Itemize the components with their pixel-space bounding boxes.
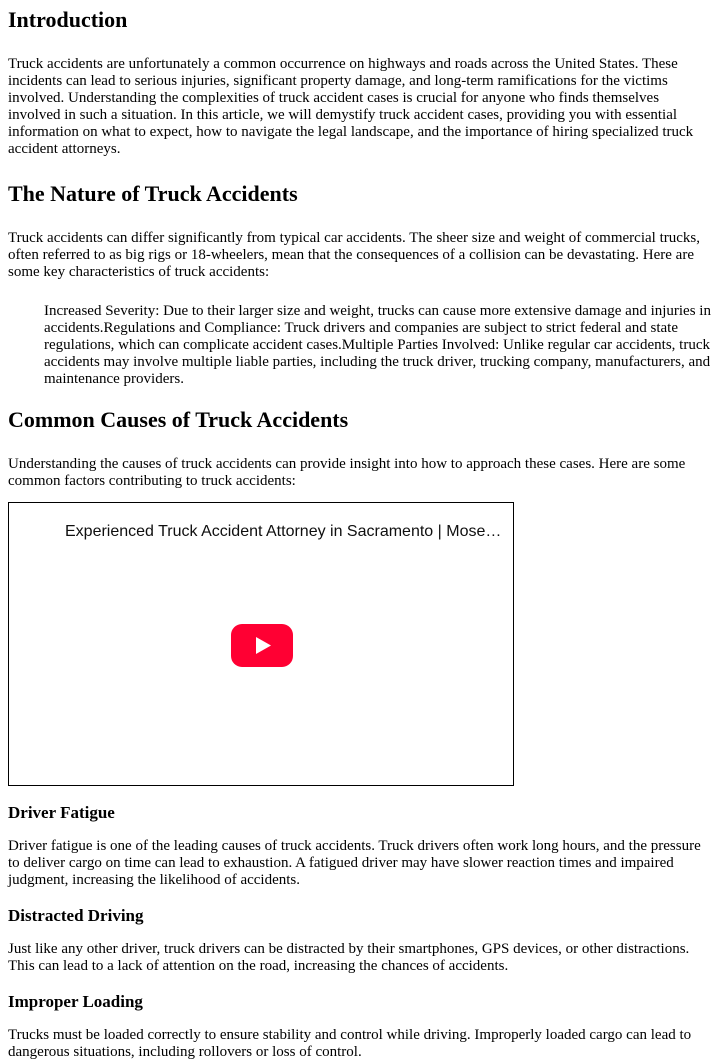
section-heading-distracted-driving: Distracted Driving: [8, 906, 144, 925]
characteristics-blockquote: Increased Severity: Due to their larger size and weight, trucks can cause more extensive damage and injuries in accidents.Regulations and Compliance: Truck drivers and companies are subject to strict federal and state regulations, which can complicate accident cases.Multiple Parties Involved: Unlike regular car accidents, truck accidents may involve multiple liable parties, including the truck driver, trucking company, manufacturers, and maintenance providers.: [44, 303, 711, 387]
youtube-play-icon[interactable]: [231, 624, 293, 667]
intro-heading: Introduction: [8, 7, 128, 32]
section-heading-driver-fatigue: Driver Fatigue: [8, 803, 115, 822]
youtube-video-embed[interactable]: [8, 502, 514, 786]
section-paragraph-driver-fatigue: Driver fatigue is one of the leading causes of truck accidents. Truck drivers often work long hours, and the pressure to deliver cargo on time can lead to exhaustion. A fatigued driver may have slower reaction times and impaired judgment, increasing the likelihood of accidents.: [8, 838, 701, 888]
causes-heading: Common Causes of Truck Accidents: [8, 407, 349, 432]
section-heading-improper-loading: Improper Loading: [8, 992, 143, 1011]
nature-paragraph: Truck accidents can differ significantly from typical car accidents. The sheer size and weight of commercial trucks, often referred to as big rigs or 18-wheelers, mean that the consequences of a collision can be devastating. Here are some key characteristics of truck accidents:: [8, 230, 700, 280]
intro-paragraph: Truck accidents are unfortunately a common occurrence on highways and roads across the United States. These incidents can lead to serious injuries, significant property damage, and long-term ramifications for the victims involved. Understanding the complexities of truck accident cases is crucial for anyone who finds themselves involved in such a situation. In this article, we will demystify truck accident cases, providing you with essential information on what to expect, how to navigate the legal landscape, and the importance of hiring specialized truck accident attorneys.: [8, 56, 694, 157]
section-paragraph-improper-loading: Trucks must be loaded correctly to ensure stability and control while driving. Improperly loaded cargo can lead to dangerous situations, including rollovers or loss of control.: [8, 1027, 692, 1060]
section-paragraph-distracted-driving: Just like any other driver, truck drivers can be distracted by their smartphones, GPS devices, or other distractions. This can lead to a lack of attention on the road, increasing the chances of accidents.: [8, 941, 690, 974]
causes-paragraph: Understanding the causes of truck accidents can provide insight into how to approach these cases. Here are some common factors contributing to truck accidents:: [8, 456, 686, 489]
nature-heading: The Nature of Truck Accidents: [8, 181, 298, 206]
video-title[interactable]: Experienced Truck Accident Attorney in Sacramento | Mose…: [65, 523, 502, 540]
play-triangle-icon: [231, 624, 293, 667]
